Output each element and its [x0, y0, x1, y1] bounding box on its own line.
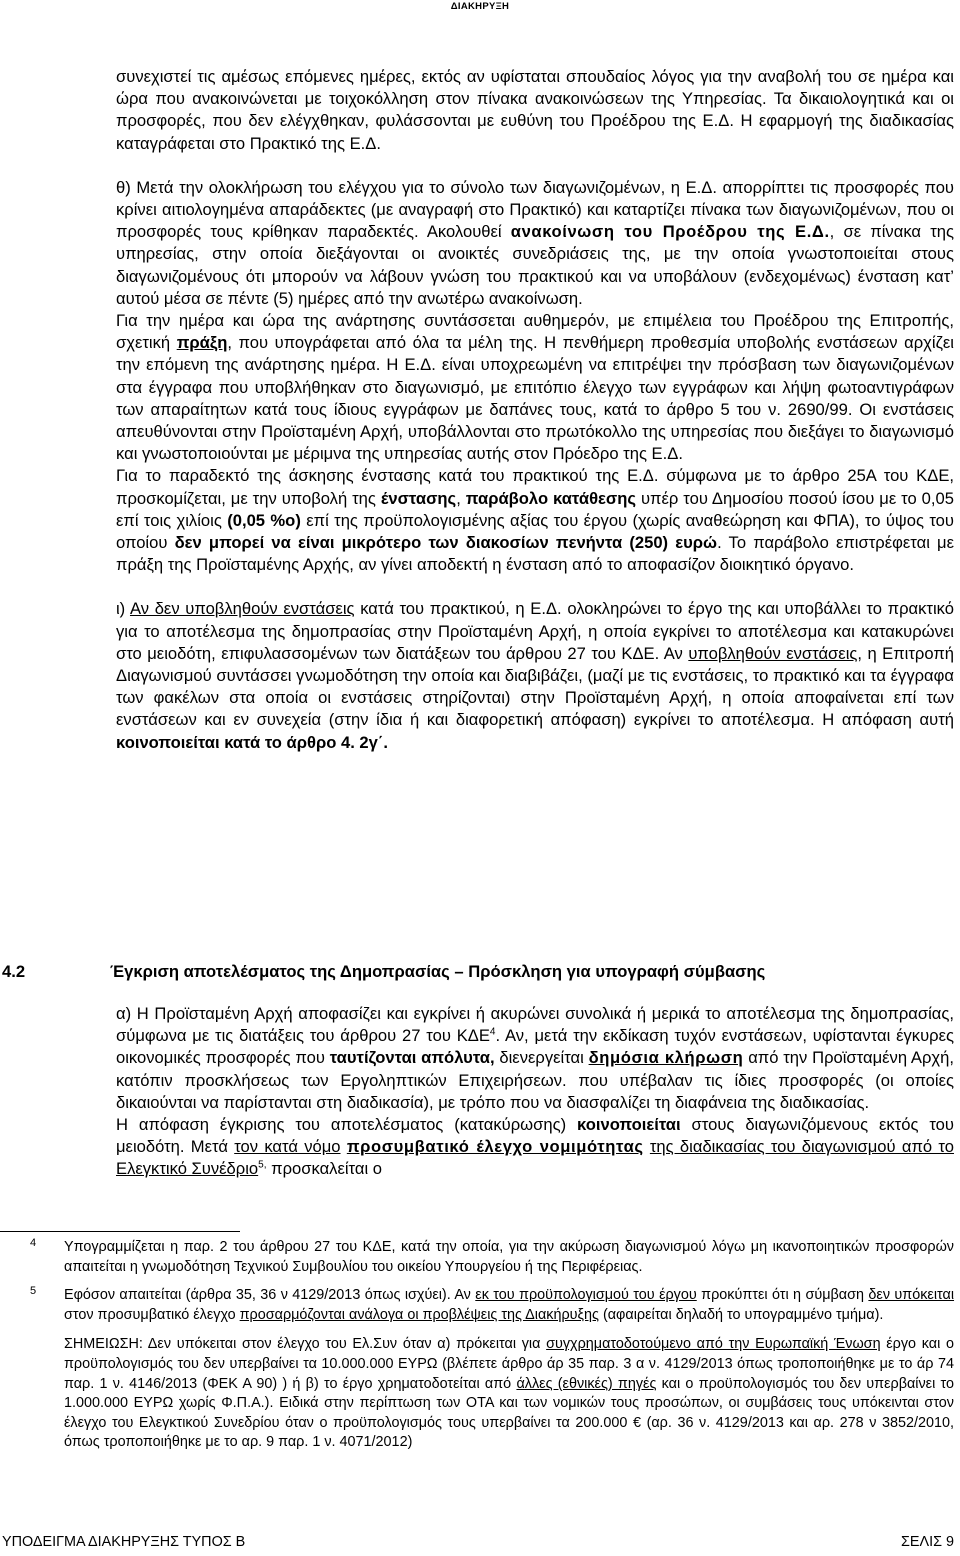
- paragraph-theta-2: Για την ημέρα και ώρα της ανάρτησης συντάσσεται αυθημερόν, με επιμέλεια του Προέδρου της Επιτροπής, σχετική πράξη, που υπογράφεται από όλα τα μέλη της. Η πενθήμερη προθεσμία υποβολής ενστάσεων αρχίζει την επόμενη της ανάρτησης ημέρα. Η Ε.Δ. είναι υποχρεωμένη να επιτρέψει την πρόσβαση των διαγωνιζομένων στα έγγραφα που υποβλήθηκαν στο διαγωνισμό, με επιτόπιο έλεγχο των εγγράφων και λήψη φωτοαντιγράφων των απαραίτητων κατά τους ίδιους εγγράφων με δαπάνες τους, κατά το άρθρο 5 του ν. 2690/99. Οι ενστάσεις απευθύνονται στην Προϊσταμένη Αρχή, υποβάλλονται στο πρωτόκολλο της υπηρεσίας που διεξάγει το διαγωνισμό και γνωστοποιούνται με μέριμνα της υπηρεσίας αυτής στον Πρόεδρο της Ε.Δ.: [116, 311, 954, 464]
- footnote-4: 4 Υπογραμμίζεται η παρ. 2 του άρθρου 27 του ΚΔΕ, κατά την οποία, για την ακύρωση διαγωνισμού λόγω μη ικανοποιητικών προσφορών απαιτείται η γνωμοδότηση Τεχνικού Συμβουλίου του οικείου Υπουργείου ή της Περιφέρειας.: [0, 1238, 960, 1277]
- footnote-separator: [0, 1231, 240, 1232]
- section-title: Έγκριση αποτελέσματος της Δημοπρασίας – Πρόσκληση για υπογραφή σύμβασης: [110, 962, 766, 981]
- paragraph-theta-3: Για το παραδεκτό της άσκησης ένστασης κατά του πρακτικού της Ε.Δ. σύμφωνα με το άρθρο 25Α του ΚΔΕ, προσκομίζεται, με την υποβολή της ένστασης, παράβολο κατάθεσης υπέρ του Δημοσίου ποσού ίσου με το 0,05 επί τοις χιλίοις (0,05 %ο) επί της προϋπολογισμένης αξίας του έργου (χωρίς αναθεώρηση και ΦΠΑ), το ύψος του οποίου δεν μπορεί να είναι μικρότερο των διακοσίων πενήντα (250) ευρώ. Το παράβολο επιστρέφεται με πράξη της Προϊσταμένης Αρχής, αν γίνει αποδεκτή η ένσταση από το αποφασίζον διοικητικό όργανο.: [116, 466, 954, 575]
- paragraph-theta: θ) Μετά την ολοκλήρωση του ελέγχου για το σύνολο των διαγωνιζομένων, η Ε.Δ. απορρίπτει τις προσφορές που κρίνει αιτιολογημένα απαράδεκτες (με αναγραφή στο Πρακτικό) και καταρτίζει πίνακα των διαγωνιζομένων, που οι προσφορές τους κρίθηκαν παραδεκτές. Ακολουθεί ανακοίνωση του Προέδρου της Ε.Δ., σε πίνακα της υπηρεσίας, στην οποία διεξάγονται οι ανοικτές συνεδριάσεις της, με την οποία γνωστοποιείται στους διαγωνιζομένους ότι μπορούν να λάβουν γνώση του πρακτικού και να υποβάλουν (ενδεχομένως) ένσταση κατ’ αυτού μέσα σε πέντε (5) ημέρες από την ανωτέρω ανακοίνωση.: [116, 177, 954, 308]
- footnote-note: ΣΗΜΕΙΩΣΗ: Δεν υπόκειται στον έλεγχο του Ελ.Συν όταν α) πρόκειται για συγχρηματοδοτούμενο από την Ευρωπαϊκή Ένωση έργο και ο προϋπολογισμός του δεν υπερβαίνει τα 10.000.000 ΕΥΡΩ (βλέπετε άρθρο άρ 35 παρ. 3 α ν. 4129/2013 όπως τροποποιήθηκε με το άρ 74 παρ. 1 ν. 4146/2013 (ΦΕΚ Α 90) ) ή β) το έργο χρηματοδοτείται από άλλες (εθνικές) πηγές και ο προϋπολογισμός του δεν υπερβαίνει το 1.000.000 ΕΥΡΩ χωρίς Φ.Π.Α.). Ειδικά στην περίπτωση των ΟΤΑ και των νομικών τους προσώπων, οι συμβάσεις τους υπόκεινται στον έλεγχο του Ελεγκτικού Συνεδρίου όταν ο προϋπολογισμός τους υπερβαίνει τα 200.000 € (αρ. 36 ν. 4129/2013 και αρ. 278 ν 3852/2010, όπως τροποποιήθηκε με το αρ. 9 παρ. 1 ν. 4071/2012): [64, 1336, 955, 1451]
- footnote-mark: 4: [30, 1237, 37, 1249]
- announcement-bold: ανακοίνωση του Προέδρου της Ε.Δ.: [510, 222, 830, 242]
- section-number: 4.2: [2, 962, 26, 981]
- page-header: ΔΙΑΚΗΡΥΞΗ: [450, 1, 510, 12]
- paragraph-alpha: α) Η Προϊσταμένη Αρχή αποφασίζει και εγκρίνει ή ακυρώνει συνολικά ή μερικά το αποτέλεσμα της δημοπρασίας, σύμφωνα με τις διατάξεις του άρθρου 27 του ΚΔΕ$^4$. Αν, μετά την εκδίκαση τυχόν ενστάσεων, υφίστανται έγκυρες οικονομικές προσφορές που ταυτίζονται απόλυτα, διενεργείται δημόσια κλήρωση από την Προϊσταμένη Αρχή, κατόπιν προσκλήσεως των Εργοληπτικών Επιχειρήσεων. που υπέβαλαν τις ίδιες προσφορές (οι οποίες δικαιούνται να παρίστανται στη διαδικασία), με τρόπο που να διασφαλίζει τη διαφάνεια της διαδικασίας.: [116, 1004, 954, 1112]
- paragraph-approval: Η απόφαση έγκρισης του αποτελέσματος (κατακύρωσης) κοινοποιείται στους διαγωνιζόμενους εκτός του μειοδότη. Μετά τον κατά νόμο προσυμβατικό έλεγχο νομιμότητας της διαδικασίας του διαγωνισμού από το Ελεγκτικό Συνέδριο$^{5,}$ προσκαλείται ο: [116, 1115, 954, 1179]
- footer-page-number: ΣΕΛΙΣ 9: [900, 1534, 954, 1550]
- footer-doc-title: ΥΠΟΔΕΙΓΜΑ ΔΙΑΚΗΡΥΞΗΣ ΤΥΠΟΣ Β: [2, 1534, 246, 1550]
- footnote-5: 5 Εφόσον απαιτείται (άρθρα 35, 36 ν 4129/2013 όπως ισχύει). Αν εκ του προϋπολογισμού του έργου προκύπτει ότι η σύμβαση δεν υπόκειται στον προσυμβατικό έλεγχο προσαρμόζονται ανάλογα οι προβλέψεις της Διακήρυξης (αφαιρείται δηλαδή το υπογραμμένο τμήμα).: [0, 1286, 960, 1325]
- footnotes: [0, 1238, 960, 1453]
- section-body: [116, 1003, 954, 1181]
- footnote-mark: 5: [30, 1285, 37, 1298]
- footnote-ref-5[interactable]: 5,: [258, 1159, 267, 1171]
- main-content: [116, 66, 954, 754]
- paragraph-iota: ι) Αν δεν υποβληθούν ενστάσεις κατά του πρακτικού, η Ε.Δ. ολοκληρώνει το έργο της και υποβάλλει το πρακτικό για το αποτέλεσμα της δημοπρασίας στην Προϊσταμένη Αρχή, η οποία εγκρίνει το αποτέλεσμα και κατακυρώνει στο μειοδότη, επιφυλασσομένων των διατάξεων του άρθρου 27 του ΚΔΕ. Αν υποβληθούν ενστάσεις, η Επιτροπή Διαγωνισμού συντάσσει γνωμοδότηση την οποία και διαβιβάζει, (μαζί με τις ενστάσεις, το πρακτικό και τα έγγραφα των φακέλων στα οποία οι ενστάσεις στηρίζονται) στην Προϊσταμένη Αρχή, η οποία αποφαίνεται επί των ενστάσεων και εν συνεχεία (στην ίδια ή και διαφορετική απόφαση) εγκρίνει το αποτέλεσμα. Η απόφαση αυτή κοινοποιείται κατά το άρθρο 4. 2γ΄.: [116, 599, 954, 752]
- paragraph-intro: συνεχιστεί τις αμέσως επόμενες ημέρες, εκτός αν υφίσταται σπουδαίος λόγος για την αναβολή του σε ημέρα και ώρα που ανακοινώνεται με τοιχοκόλληση στον πίνακα ανακοινώσεων της Υπηρεσίας. Τα δικαιολογητικά και οι προσφορές, που δεν ελέγχθηκαν, φυλάσσονται με ευθύνη του Προέδρου της Ε.Δ. Η εφαρμογή της διαδικασίας καταγράφεται στο Πρακτικό της Ε.Δ.: [116, 67, 954, 153]
- footnote-ref-4[interactable]: 4: [489, 1026, 496, 1038]
- praxi-bold: πράξη: [176, 333, 228, 353]
